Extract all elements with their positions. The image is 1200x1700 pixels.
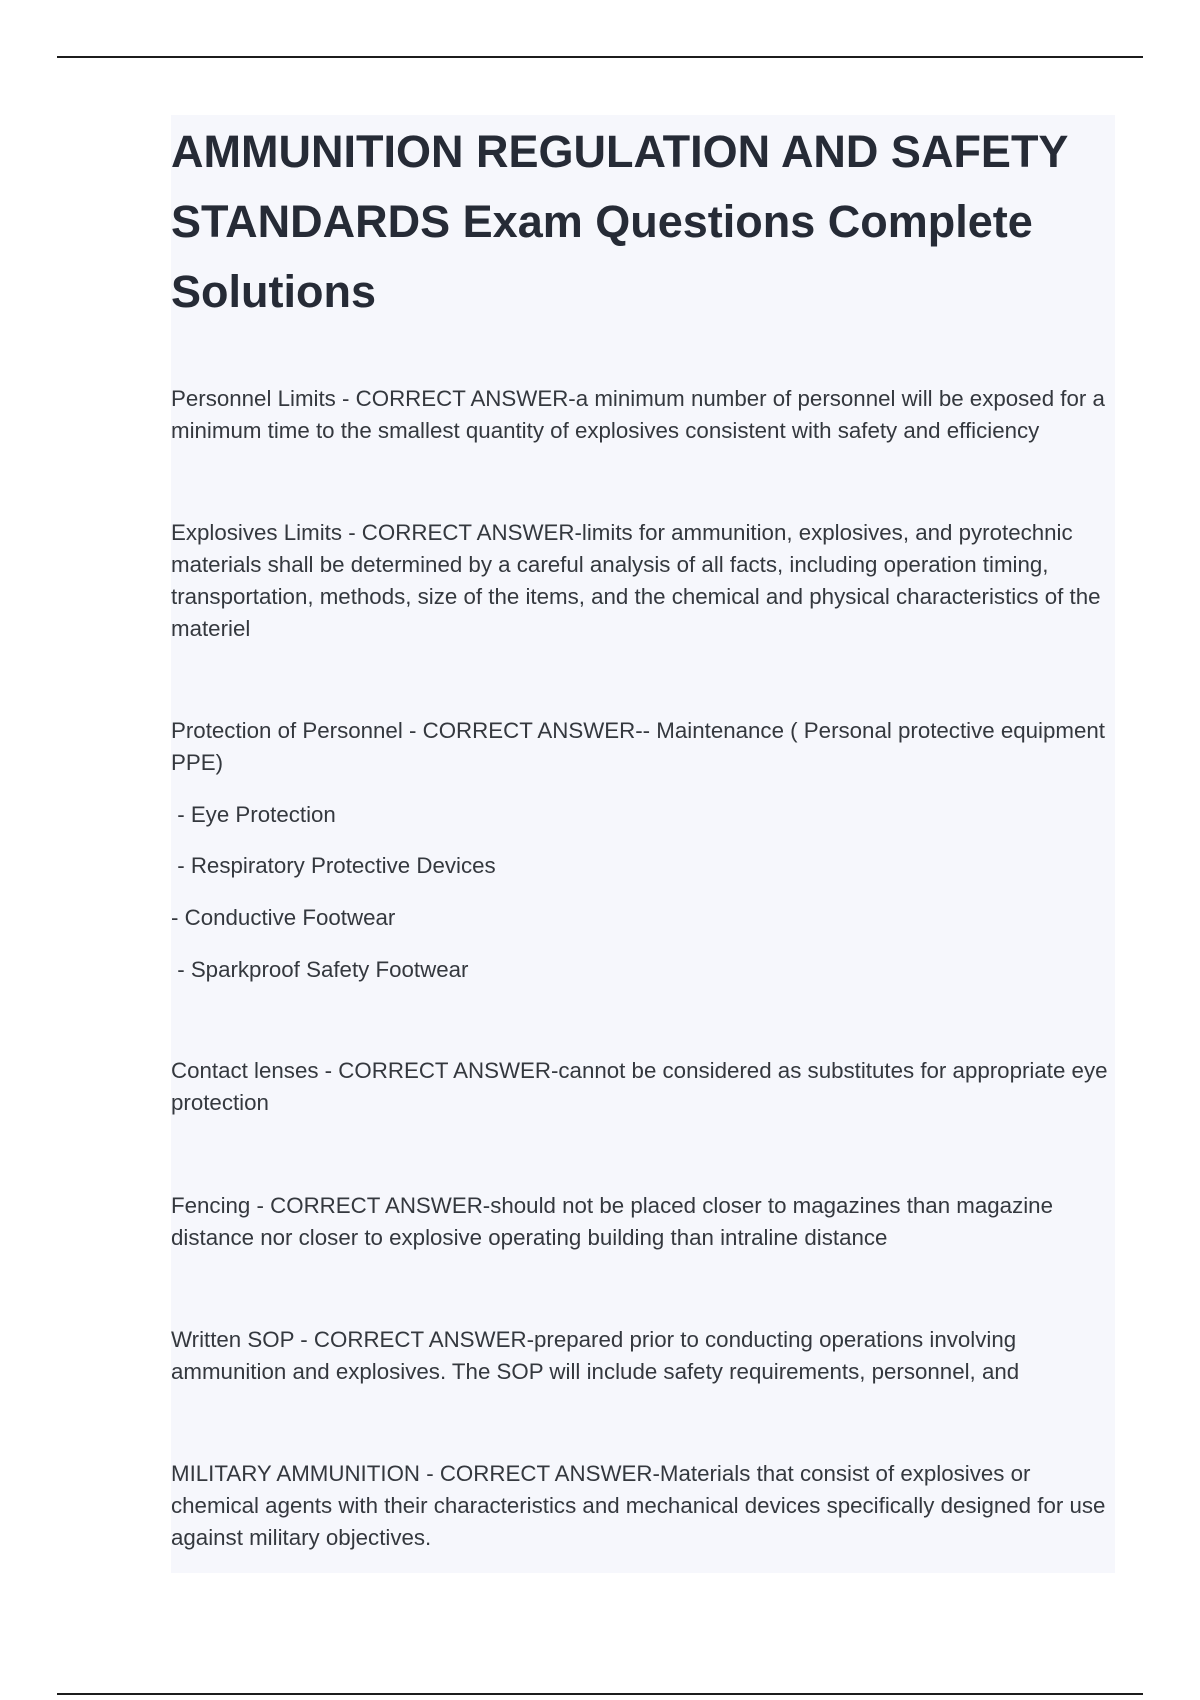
bottom-rule [57,1693,1143,1695]
entry-military-ammunition: MILITARY AMMUNITION - CORRECT ANSWER-Materials that consist of explosives or chemical agents with their characteristics and mechanical devices specifically designed for use against military objectives. [171,1461,1106,1550]
bullet-respiratory-devices: - Respiratory Protective Devices [171,853,496,878]
document-content [171,115,1115,1573]
entry-protection-of-personnel: Protection of Personnel - CORRECT ANSWER-- Maintenance ( Personal protective equipment PPE) [171,718,1105,775]
bullet-sparkproof-footwear: - Sparkproof Safety Footwear [171,957,469,982]
entry-fencing: Fencing - CORRECT ANSWER-should not be placed closer to magazines than magazine distance nor closer to explosive operating building than intraline distance [171,1193,1053,1250]
document-title: AMMUNITION REGULATION AND SAFETY STANDARDS Exam Questions Complete Solutions [171,126,1068,317]
bullet-conductive-footwear: - Conductive Footwear [171,905,396,930]
entry-personnel-limits: Personnel Limits - CORRECT ANSWER-a minimum number of personnel will be exposed for a minimum time to the smallest quantity of explosives consistent with safety and efficiency [171,386,1105,443]
entry-contact-lenses: Contact lenses - CORRECT ANSWER-cannot be considered as substitutes for appropriate eye protection [171,1058,1108,1115]
entry-written-sop: Written SOP - CORRECT ANSWER-prepared prior to conducting operations involving ammunition and explosives. The SOP will include safety requirements, personnel, and [171,1327,1020,1384]
bullet-eye-protection: - Eye Protection [171,802,336,827]
top-rule [57,56,1143,58]
entry-explosives-limits: Explosives Limits - CORRECT ANSWER-limits for ammunition, explosives, and pyrotechnic materials shall be determined by a careful analysis of all facts, including operation timing, transportation, methods, size of the items, and the chemical and physical characteristics of the materiel [171,520,1101,641]
